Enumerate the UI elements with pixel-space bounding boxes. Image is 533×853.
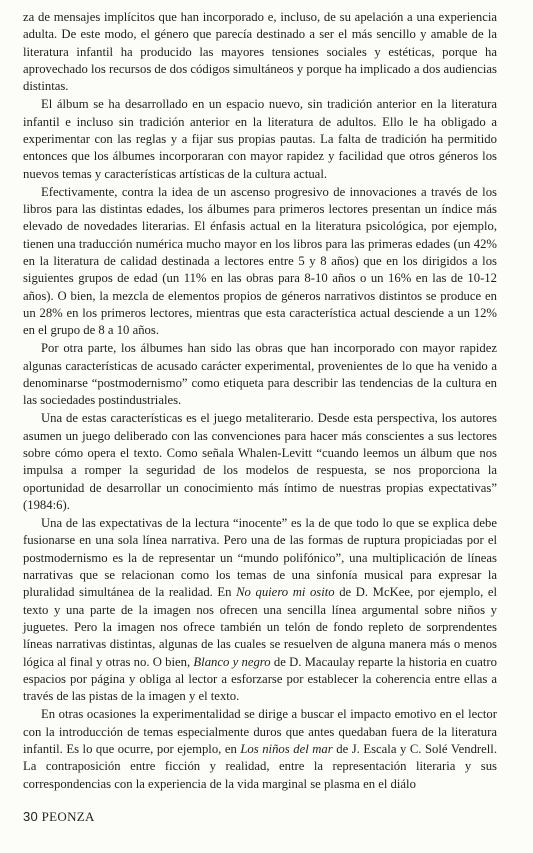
text-run: za de mensajes implícitos que han incorporado e, incluso, de su apelación a una experiencia adulta. De este modo, el género que parecía destinado a ser el más sencillo y amable de la literatura infantil ha producido las mayores tensiones sociales y estéticas, porque ha aprovechado los recursos de dos códigos simultáneos y porque ha implicado a dos audiencias distintas. <box>23 10 497 94</box>
book-title: No quiero mi osito <box>236 585 335 600</box>
text-run: de D. McKee, por ejemplo, el texto y una parte de la imagen nos ofrecen una sencilla línea argumental sobre niños y juguetes. Pero la imagen nos ofrece también un telón de fondo repleto de sorprendentes líneas narrativas distintas, algunas de las cuales se resuelven de alguna manera más o menos lógica al final y otras no. O bien, <box>23 585 498 669</box>
publication-name: PEONZA <box>41 809 95 824</box>
paragraph <box>23 515 497 706</box>
book-title: Los niños del mar <box>240 742 333 756</box>
page-number: 30 <box>23 809 39 824</box>
text-run: En otras ocasiones la experimentalidad se dirige a buscar el impacto emotivo en el lector con la introducción de temas especialmente duros que antes quedaban fuera de la literatura infantil. Es lo que ocurre, por ejemplo, en <box>23 707 497 756</box>
paragraph <box>23 706 497 793</box>
paragraph <box>23 340 497 409</box>
paragraph <box>23 410 497 514</box>
page-footer <box>23 809 95 825</box>
paragraph <box>23 184 497 340</box>
text-run: de D. Macaulay reparte la historia en cuatro espacios por página y obliga al lector a esforzarse por establecer la coherencia entre ellas a través de las pistas de la imagen y el texto. <box>23 654 497 704</box>
text-run: Una de las expectativas de la lectura “inocente” es la de que todo lo que se explica debe fusionarse en una sola línea narrativa. Pero una de las formas de ruptura propiciadas por el postmodernismo es la de representar un “mundo polifónico”, una multiplicación de líneas narrativas que se relacionan como los temas de una sinfonía musical para expresar la pluralidad simultánea de la realidad. En <box>23 515 497 600</box>
text-run: Una de estas características es el juego metaliterario. Desde esta perspectiva, los autores asumen un juego deliberado con las convenciones para hacer más conscientes a sus lectores sobre cómo opera el texto. Como señala Whalen-Levitt “cuando leemos un álbum que nos impulsa a romper la seguridad de los modelos de respuesta, se nos proporciona la oportunidad de desarrollar un conocimiento más íntimo de nuestras propias expectativas” (1984:6). <box>23 411 497 512</box>
text-run: Por otra parte, los álbumes han sido las obras que han incorporado con mayor rapidez algunas características de acusado carácter experimental, provenientes de lo que ha venido a denominarse “postmodernismo” como etiqueta para describir las tendencias de la cultura en las sociedades postindustriales. <box>23 341 497 408</box>
text-run: Efectivamente, contra la idea de un ascenso progresivo de innovaciones a través de los libros para las distintas edades, los álbumes para primeros lectores presentan un índice más elevado de novedades literarias. El énfasis actual en la literatura psicológica, por ejemplo, tienen una traducción numérica mucho mayor en los libros para las primeras edades (un 42% en la literatura de calidad destinada a lectores entre 5 y 8 años) que en los dirigidos a los siguientes grupos de edad (un 11% en las obras para 8-10 años o un 16% en las de 10-12 años). O bien, la mezcla de elementos propios de géneros narrativos distintos se produce en un 28% en los primeros lectores, mientras que esta característica actual desciende a un 12% en el grupo de 8 a 10 años. <box>23 184 497 338</box>
body-text <box>23 9 497 793</box>
text-run: El álbum se ha desarrollado en un espacio nuevo, sin tradición anterior en la literatura infantil e incluso sin tradición anterior en la literatura de adultos. Ello le ha obligado a experimentar con las reglas y a fijar sus propias pautas. La falta de tradición ha permitido entonces que los álbumes incorporaran con mayor rapidez y facilidad que otros géneros los nuevos temas y características artísticas de la cultura actual. <box>23 97 497 181</box>
text-run: de J. Escala y C. Solé Vendrell. La contraposición entre ficción y realidad, entre la representación literaria y sus correspondencias con la experiencia de la vida marginal se plasma en el diálo <box>23 742 497 791</box>
paragraph <box>23 9 497 96</box>
book-title: Blanco y negro <box>193 654 271 669</box>
paragraph <box>23 96 497 183</box>
